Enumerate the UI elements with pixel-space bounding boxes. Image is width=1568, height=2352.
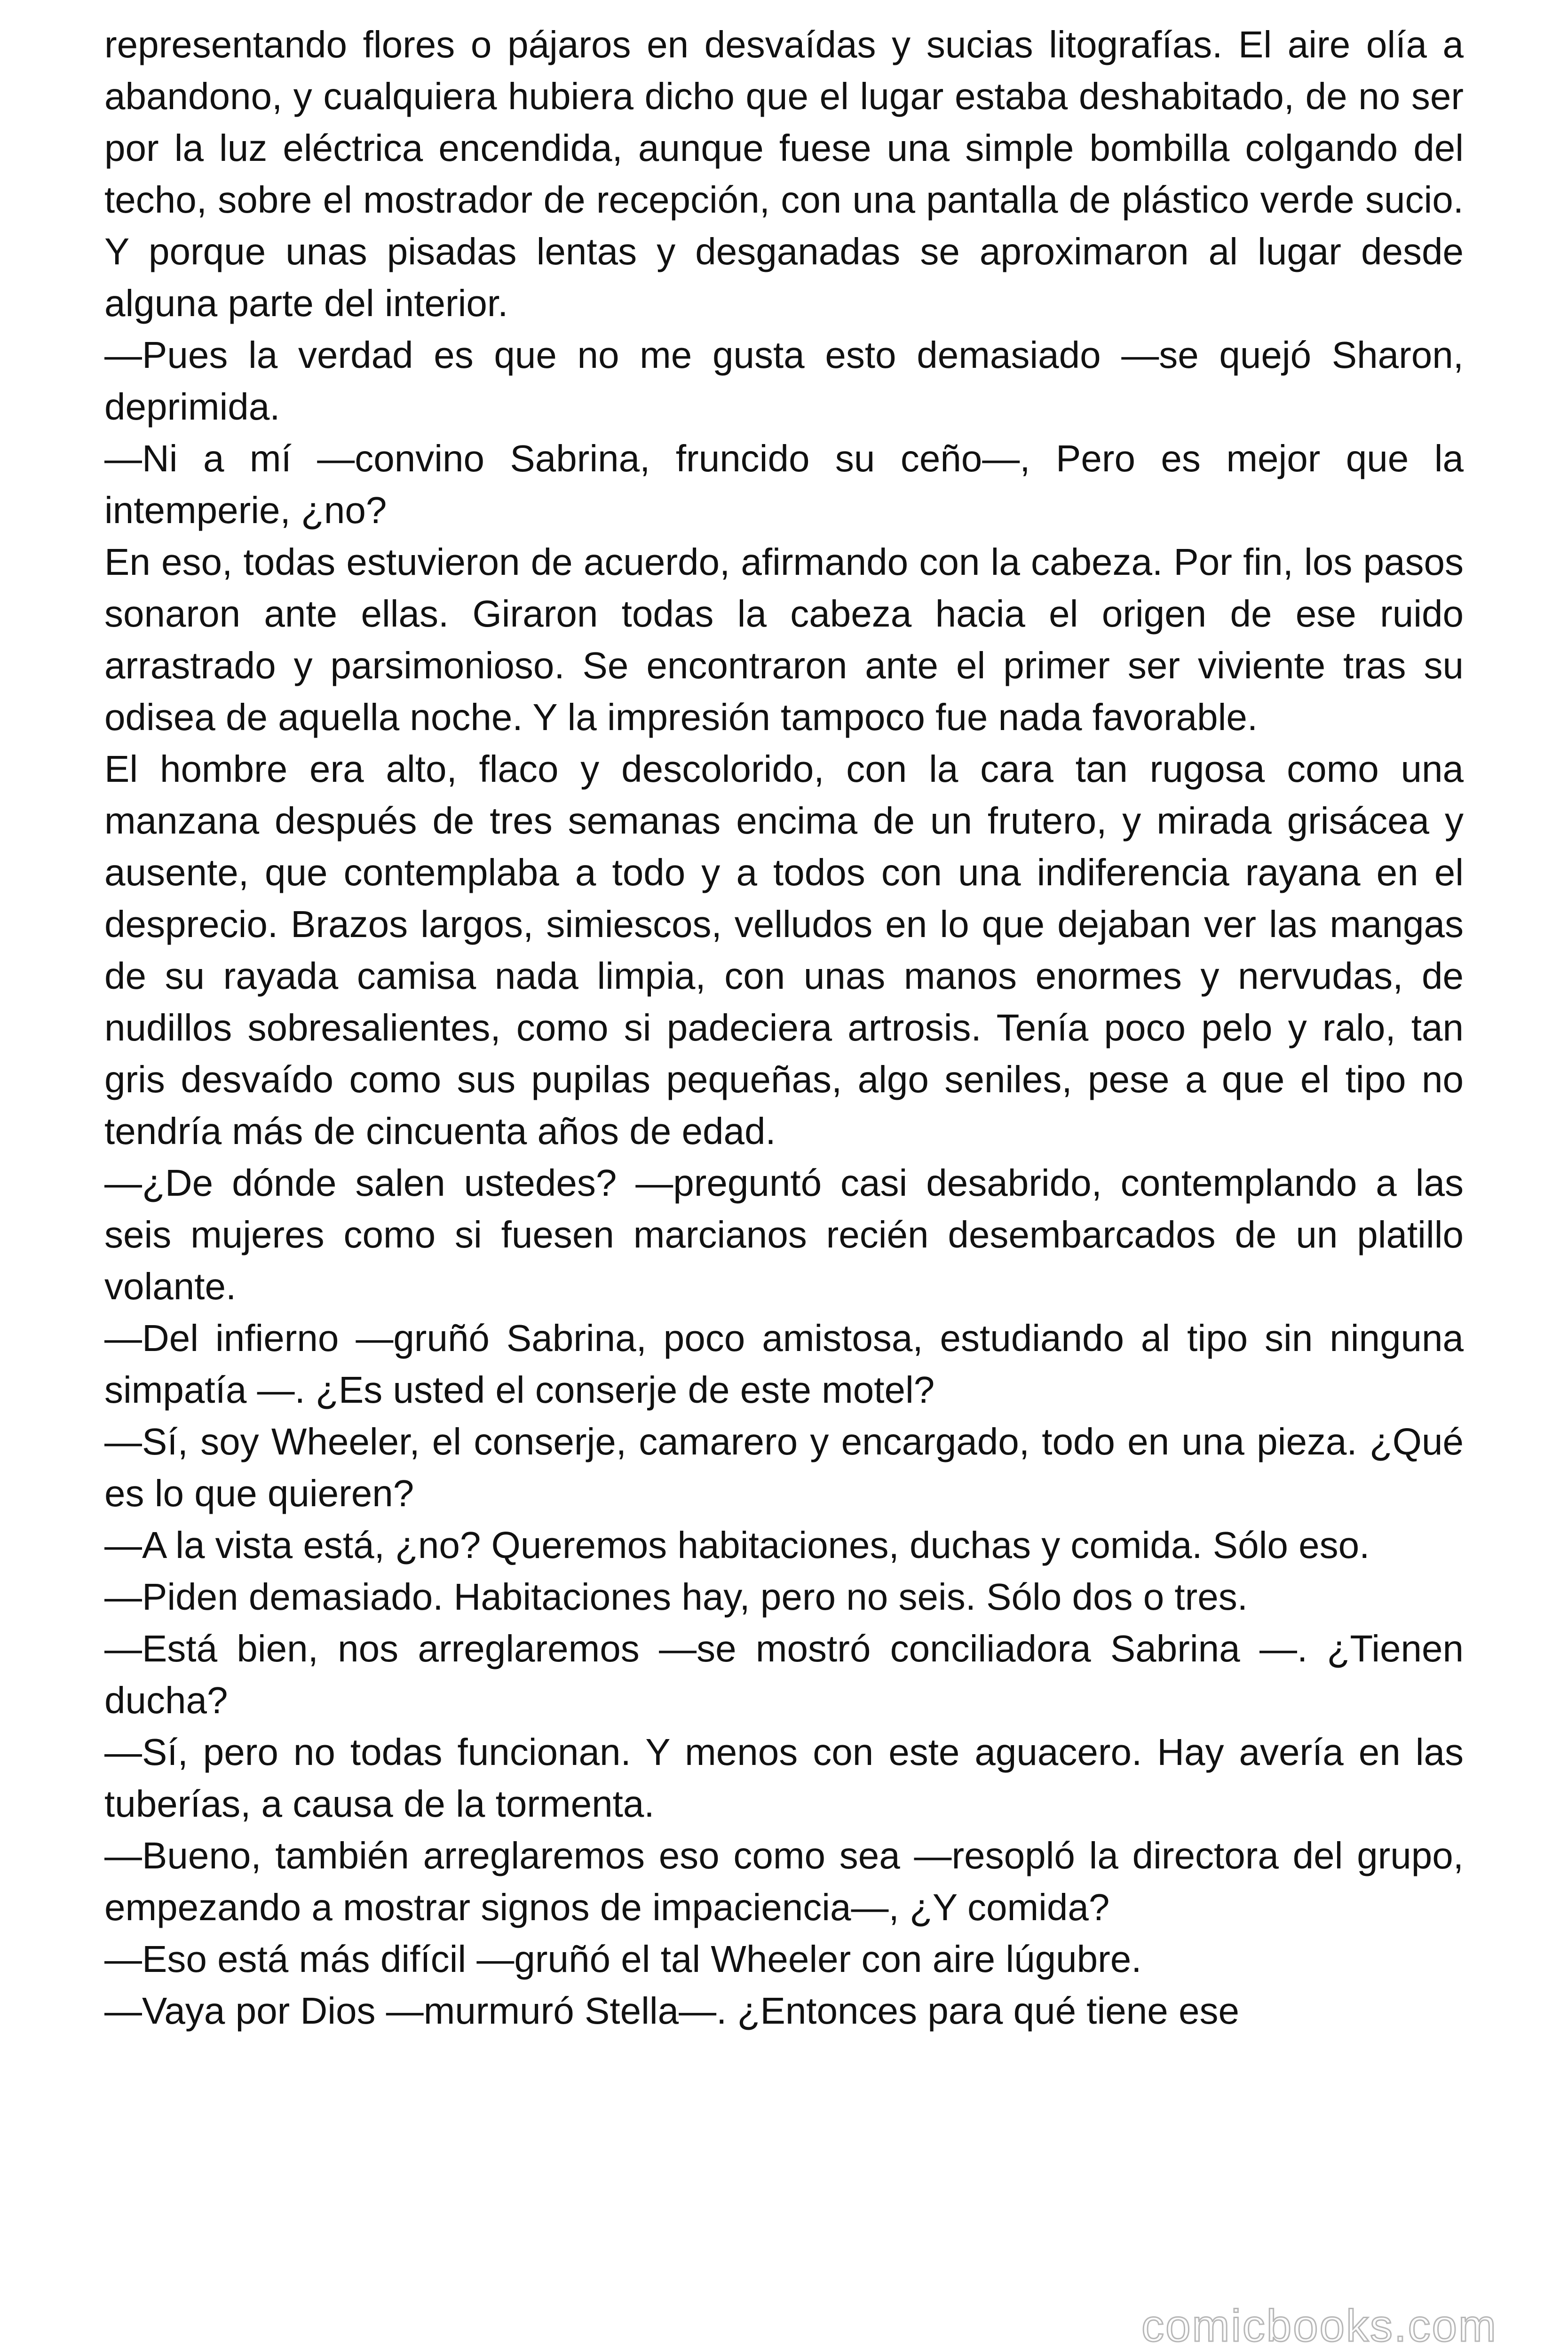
- paragraph-2: —Pues la verdad es que no me gusta esto demasiado —se quejó Sharon, deprimida.: [104, 334, 1464, 428]
- paragraph-12: —Sí, pero no todas funcionan. Y menos con este aguacero. Hay avería en las tuberías, a causa de la tormenta.: [104, 1731, 1464, 1825]
- paragraph-15: —Vaya por Dios —murmuró Stella—. ¿Entonces para qué tiene ese: [104, 1990, 1239, 2032]
- paragraph-6: —¿De dónde salen ustedes? —preguntó casi desabrido, contemplando a las seis mujeres como si fuesen marcianos recién desembarcados de un platillo volante.: [104, 1162, 1464, 1307]
- watermark-text: comicbooks.com: [1141, 2301, 1497, 2351]
- book-page-text: [104, 19, 1464, 2037]
- paragraph-10: —Piden demasiado. Habitaciones hay, pero no seis. Sólo dos o tres.: [104, 1576, 1248, 1618]
- paragraph-13: —Bueno, también arreglaremos eso como sea —resopló la directora del grupo, empezando a mostrar signos de impaciencia—, ¿Y comida?: [104, 1835, 1464, 1928]
- paragraph-9: —A la vista está, ¿no? Queremos habitaciones, duchas y comida. Sólo eso.: [104, 1524, 1370, 1566]
- paragraph-1: representando flores o pájaros en desvaídas y sucias litografías. El aire olía a abandono, y cualquiera hubiera dicho que el lugar estaba deshabitado, de no ser por la luz eléctrica encendida, aunque fuese una simple bombilla colgando del techo, sobre el mostrador de recepción, con una pantalla de plástico verde sucio. Y porque unas pisadas lentas y desganadas se aproximaron al lugar desde alguna parte del interior.: [104, 24, 1464, 324]
- paragraph-3: —Ni a mí —convino Sabrina, fruncido su ceño—, Pero es mejor que la intemperie, ¿no?: [104, 437, 1464, 531]
- paragraph-14: —Eso está más difícil —gruñó el tal Wheeler con aire lúgubre.: [104, 1938, 1142, 1980]
- paragraph-5: El hombre era alto, flaco y descolorido, con la cara tan rugosa como una manzana después de tres semanas encima de un frutero, y mirada grisácea y ausente, que contemplaba a todo y a todos con una indiferencia rayana en el desprecio. Brazos largos, simiescos, velludos en lo que dejaban ver las mangas de su rayada camisa nada limpia, con unas manos enormes y nervudas, de nudillos sobresalientes, como si padeciera artrosis. Tenía poco pelo y ralo, tan gris desvaído como sus pupilas pequeñas, algo seniles, pese a que el tipo no tendría más de cincuenta años de edad.: [104, 748, 1464, 1152]
- paragraph-7: —Del infierno —gruñó Sabrina, poco amistosa, estudiando al tipo sin ninguna simpatía —. ¿Es usted el conserje de este motel?: [104, 1317, 1464, 1411]
- paragraph-8: —Sí, soy Wheeler, el conserje, camarero y encargado, todo en una pieza. ¿Qué es lo que quieren?: [104, 1421, 1464, 1514]
- paragraph-4: En eso, todas estuvieron de acuerdo, afirmando con la cabeza. Por fin, los pasos sonaron ante ellas. Giraron todas la cabeza hacia el origen de ese ruido arrastrado y parsimonioso. Se encontraron ante el primer ser viviente tras su odisea de aquella noche. Y la impresión tampoco fue nada favorable.: [104, 541, 1464, 738]
- paragraph-11: —Está bien, nos arreglaremos —se mostró conciliadora Sabrina —. ¿Tienen ducha?: [104, 1628, 1464, 1721]
